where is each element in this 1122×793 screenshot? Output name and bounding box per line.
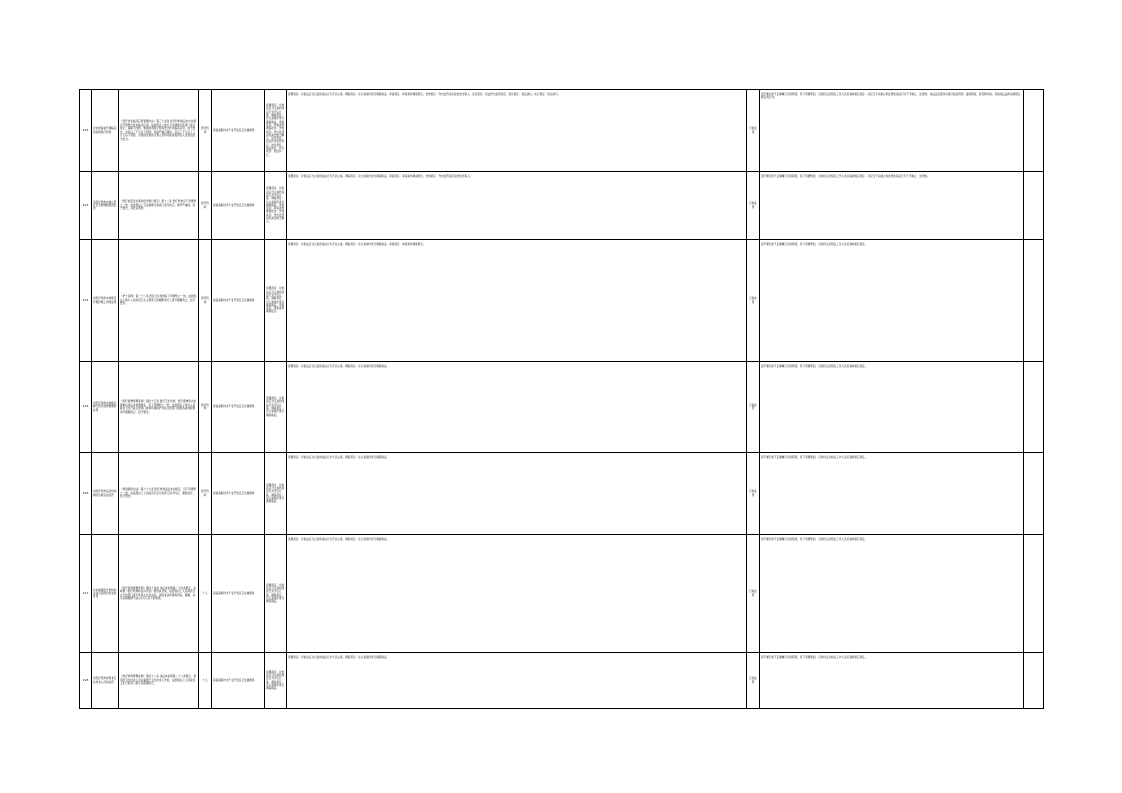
accountability: 因不履行或不正确履行行政职责，有下列情形的，行政机关及相关工作人员应承担相应责任。: [760, 240, 1024, 362]
responsibility-steps: 受理责任：对依法应当立案的违法行为予以立案。调查责任：对立案案件进行调查取证。审查责任：审查案件调查报告。告知责任：作出处罚决定前告知当事人。: [265, 172, 287, 240]
responsibility-steps: 受理责任：对依法应当立案的违法行为予以立案。调查责任：对立案案件进行调查取证。: [265, 535, 287, 653]
row-number: 217: [80, 535, 92, 653]
subject-type: 个人: [199, 653, 212, 709]
legal-basis: 《医疗机构管理条例》第四十八条 违反本条例第二十八条规定，使用非卫生技术人员从事医疗卫生技术工作的，由县级以上人民政府卫生行政部门责令其限期改正。: [119, 653, 199, 709]
responsibility-steps: 受理责任：对依法应当立案的违法行为予以立案。调查责任：对立案案件进行调查取证。审查责任：审查案件调查报告。: [265, 240, 287, 362]
table-row: [80, 653, 1044, 709]
item-name: 对医疗机构未建立医疗安全管理制度的处罚: [92, 172, 119, 240]
responsibility-steps: 受理责任：对依法应当立案的违法行为予以立案。调查责任：对立案案件进行调查取证。审查责任：审查案件调查报告。告知责任：作出处罚决定前告知当事人。决定责任：依法作出处罚决定。送达责任：依法送达。执行责任：依法执行。: [265, 90, 287, 172]
table-row: [80, 90, 1044, 172]
handling-mode: 行政处罚: [747, 453, 760, 535]
handling-mode: 行政处罚: [747, 172, 760, 240]
accountability: 因不履行或不正确履行行政职责，有下列情形的，行政机关及相关工作人员应承担相应责任：对应当予以制止和处罚的违法行为不予制止、处罚的；违反法定程序实施行政处罚的；滥用职权、玩忽职守的；其他违反法律法规规章规定的行为。: [760, 90, 1024, 172]
legal-basis: 《护士条例》第二十八条 医疗卫生机构有下列情形之一的，由县级以上地方人民政府卫生主管部门依据职责分工责令限期改正，给予警告。: [119, 240, 199, 362]
responsibility-steps: 受理责任：对依法应当立案的违法行为予以立案。调查责任：对立案案件进行调查取证。: [265, 653, 287, 709]
item-name: 对医疗机构违反传染病防治规定的处罚: [92, 453, 119, 535]
table-row: [80, 453, 1044, 535]
subject-type: 医疗机构: [199, 90, 212, 172]
power-list-table: [79, 89, 1044, 709]
accountability: 因不履行或不正确履行行政职责，有下列情形的，行政机关及相关工作人员应承担相应责任。: [760, 453, 1024, 535]
item-name: 对未经备案开展临床试验的医疗机构: [92, 90, 119, 172]
legal-basis: 《医疗机构管理条例》第四十四条 违反本条例第二十四条规定，未取得《医疗机构执业许可证》擅自执业的，由县级以上人民政府卫生行政部门责令其停止执业活动，没收非法所得和药品、器械，并可以根据情节处以1万元以下的罚款。: [119, 535, 199, 653]
legal-basis: 《医疗技术临床应用管理办法》第三十四条 医疗机构违反本办法规定开展医疗技术临床应用，由县级以上地方卫生健康行政部门责令改正；逾期不改的，暂停或者停止相关医疗技术临床应用，给予警告，并处以三千元以下罚款；造成严重后果的，处以三千元以上三万元以下罚款，对直接负责的主管人员和其他直接责任人员依法给予处分。: [119, 90, 199, 172]
remarks: [1024, 535, 1044, 653]
subject-type: 医疗机构: [199, 240, 212, 362]
handling-mode: 行政处罚: [747, 653, 760, 709]
department: 南昌高新技术产业开发区卫生健康局: [212, 362, 265, 453]
remarks: [1024, 453, 1044, 535]
legal-basis: 《传染病防治法》第六十九条 医疗机构违反本法规定，有下列情形之一的，由县级以上人民政府卫生行政部门责令改正，通报批评，给予警告。: [119, 453, 199, 535]
row-number: 215: [80, 362, 92, 453]
remarks: [1024, 362, 1044, 453]
responsibility-detail: 受理责任：对依法应当立案的违法行为予以立案。调查责任：对立案案件进行调查取证。审查责任：审查案件调查报告。告知责任：作出处罚决定前告知当事人。决定责任：依法作出处罚决定。送达责任：依法送达。执行责任：依法执行。: [287, 90, 747, 172]
responsibility-steps: 受理责任：对依法应当立案的违法行为予以立案。调查责任：对立案案件进行调查取证。: [265, 362, 287, 453]
row-number: 212: [80, 90, 92, 172]
remarks: [1024, 240, 1044, 362]
document-page: [79, 89, 1043, 708]
handling-mode: 行政处罚: [747, 362, 760, 453]
row-number: 214: [80, 240, 92, 362]
accountability: 因不履行或不正确履行行政职责，有下列情形的，行政机关及相关工作人员应承担相应责任。: [760, 535, 1024, 653]
item-name: 对未取得医疗机构执业许可证擅自执业的处罚: [92, 535, 119, 653]
accountability: 因不履行或不正确履行行政职责，有下列情形的，行政机关及相关工作人员应承担相应责任。: [760, 362, 1024, 453]
remarks: [1024, 653, 1044, 709]
responsibility-detail: 受理责任：对依法应当立案的违法行为予以立案。调查责任：对立案案件进行调查取证。审查责任：审查案件调查报告。告知责任：作出处罚决定前告知当事人。: [287, 172, 747, 240]
legal-basis: 《医疗废物管理条例》第四十五条 医疗卫生机构、医疗废物集中处置单位违反本条例规定，有下列情形之一的，由县级以上地方人民政府卫生行政主管部门或者环境保护行政主管部门按照各自的职责责令限期改正，给予警告。: [119, 362, 199, 453]
table-row: [80, 240, 1044, 362]
department: 南昌高新技术产业开发区卫生健康局: [212, 453, 265, 535]
table-row: [80, 535, 1044, 653]
subject-type: 医疗机构: [199, 453, 212, 535]
responsibility-steps: 受理责任：对依法应当立案的违法行为予以立案。调查责任：对立案案件进行调查取证。: [265, 453, 287, 535]
handling-mode: 行政处罚: [747, 240, 760, 362]
subject-type: 医疗机构: [199, 172, 212, 240]
item-name: 对医疗机构未按规定履行医疗废物管理的处罚: [92, 362, 119, 453]
responsibility-detail: 受理责任：对依法应当立案的违法行为予以立案。调查责任：对立案案件进行调查取证。: [287, 362, 747, 453]
item-name: 对医疗机构未按规定开展护理工作的处罚: [92, 240, 119, 362]
department: 南昌高新技术产业开发区卫生健康局: [212, 172, 265, 240]
subject-type: 医疗机构: [199, 362, 212, 453]
department: 南昌高新技术产业开发区卫生健康局: [212, 535, 265, 653]
department: 南昌高新技术产业开发区卫生健康局: [212, 90, 265, 172]
legal-basis: 《医疗质量安全事件报告暂行规定》第十二条 医疗机构有下列情形之一的，由县级以上卫生健康行政部门责令改正；情节严重的，给予警告，并处以罚款。: [119, 172, 199, 240]
responsibility-detail: 受理责任：对依法应当立案的违法行为予以立案。调查责任：对立案案件进行调查取证。: [287, 653, 747, 709]
responsibility-detail: 受理责任：对依法应当立案的违法行为予以立案。调查责任：对立案案件进行调查取证。审查责任：审查案件调查报告。: [287, 240, 747, 362]
row-number: 213: [80, 172, 92, 240]
row-number: 216: [80, 453, 92, 535]
table-row: [80, 172, 1044, 240]
table-row: [80, 362, 1044, 453]
row-number: 218: [80, 653, 92, 709]
department: 南昌高新技术产业开发区卫生健康局: [212, 240, 265, 362]
remarks: [1024, 90, 1044, 172]
responsibility-detail: 受理责任：对依法应当立案的违法行为予以立案。调查责任：对立案案件进行调查取证。: [287, 453, 747, 535]
handling-mode: 行政处罚: [747, 90, 760, 172]
item-name: 对医疗机构使用非卫生技术人员的处罚: [92, 653, 119, 709]
remarks: [1024, 172, 1044, 240]
department: 南昌高新技术产业开发区卫生健康局: [212, 653, 265, 709]
handling-mode: 行政处罚: [747, 535, 760, 653]
accountability: 因不履行或不正确履行行政职责，有下列情形的，行政机关及相关工作人员应承担相应责任：对应当予以制止和处罚的违法行为不予制止、处罚的。: [760, 172, 1024, 240]
responsibility-detail: 受理责任：对依法应当立案的违法行为予以立案。调查责任：对立案案件进行调查取证。: [287, 535, 747, 653]
subject-type: 个人: [199, 535, 212, 653]
accountability: 因不履行或不正确履行行政职责，有下列情形的，行政机关及相关工作人员应承担相应责任。: [760, 653, 1024, 709]
